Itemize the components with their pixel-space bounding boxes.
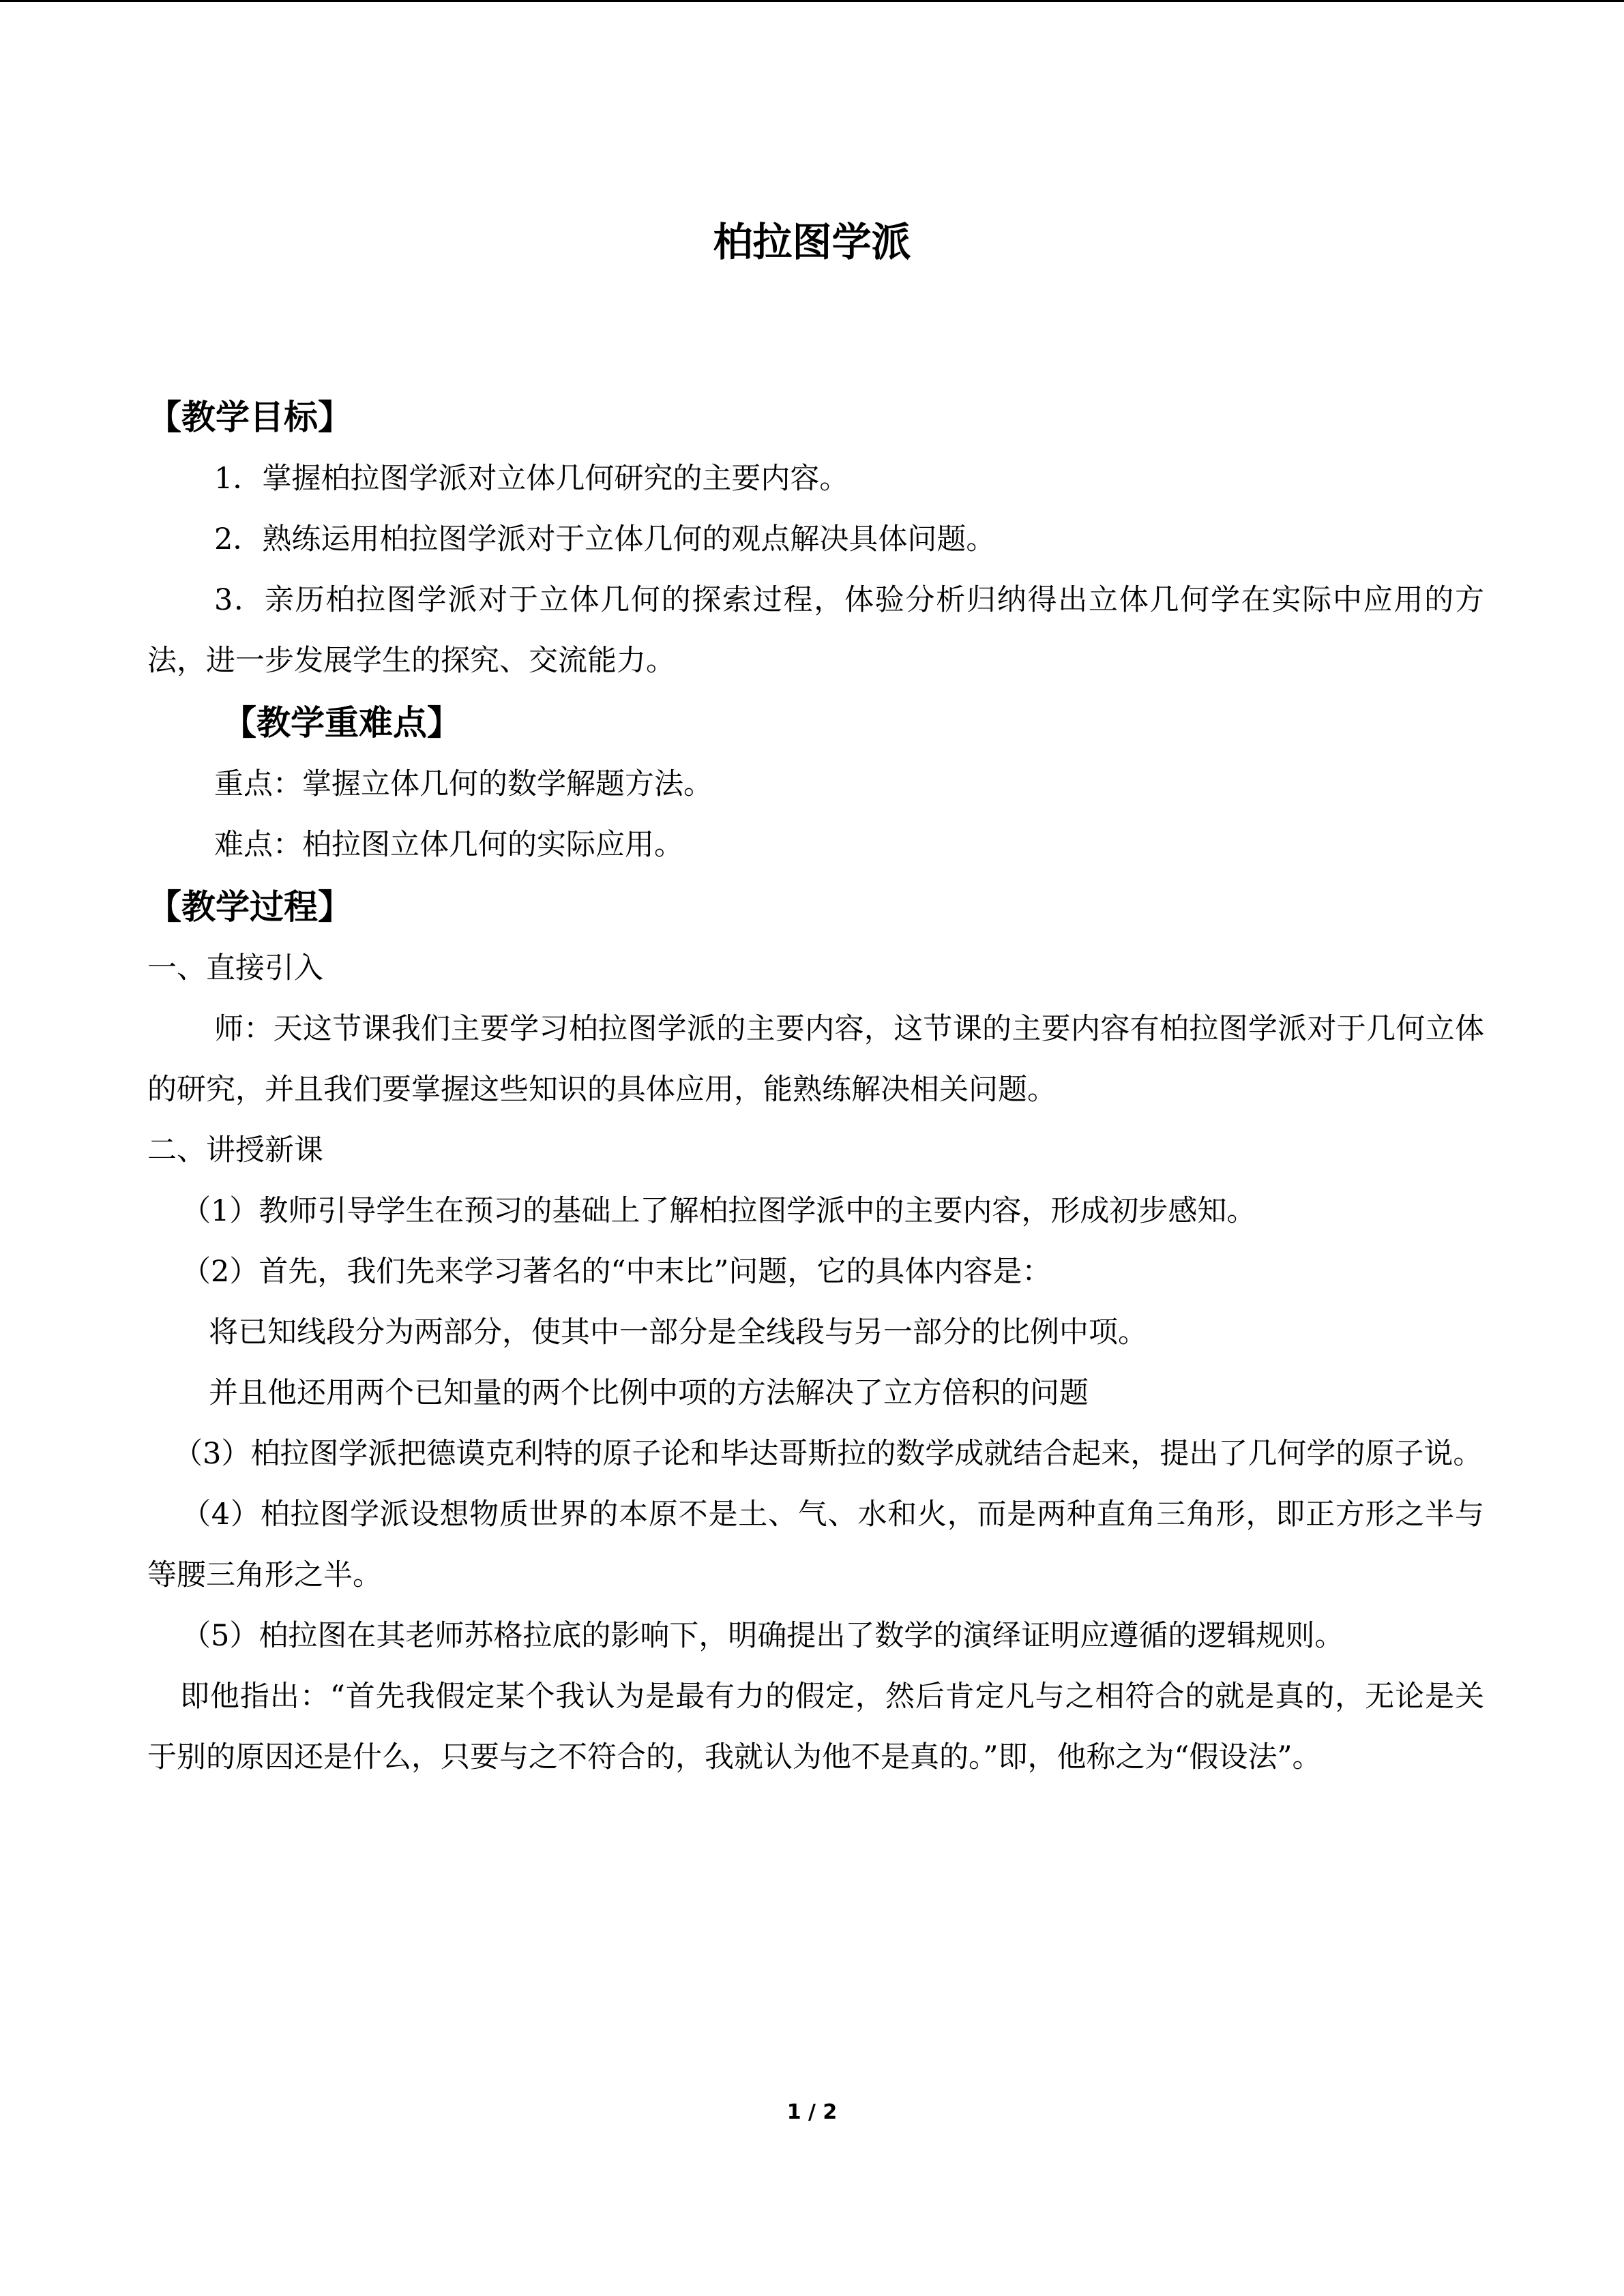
part2-title: 二、讲授新课 [147,1133,323,1167]
objective-item-2: 2．熟练运用柏拉图学派对于立体几何的观点解决具体问题。 [214,522,996,556]
lesson-point-2a: 将已知线段分为两部分，使其中一部分是全线段与另一部分的比例中项。 [209,1315,1147,1350]
key-point-difficulty: 难点：柏拉图立体几何的实际应用。 [214,828,683,862]
part1-text: 师：天这节课我们主要学习柏拉图学派的主要内容，这节课的主要内容有柏拉图学派对于几何立体的研究，并且我们要掌握这些知识的具体应用，能熟练解决相关问题。 [147,1012,1484,1107]
key-points-heading: 【教学重难点】 [222,703,461,743]
key-point-focus: 重点：掌握立体几何的数学解题方法。 [214,767,713,801]
objectives-heading: 【教学目标】 [147,398,352,437]
lesson-point-4: （4）柏拉图学派设想物质世界的本原不是土、气、水和火，而是两种直角三角形，即正方形之半与等腰三角形之半。 [147,1497,1484,1592]
lesson-point-1: （1）教师引导学生在预习的基础上了解柏拉图学派中的主要内容，形成初步感知。 [181,1194,1256,1228]
objective-item-3: 3．亲历柏拉图学派对于立体几何的探索过程，体验分析归纳得出立体几何学在实际中应用的方法，进一步发展学生的探究、交流能力。 [147,583,1484,678]
page-number: 1 / 2 [786,2100,838,2124]
page-title: 柏拉图学派 [713,219,911,265]
objective-item-1: 1．掌握柏拉图学派对立体几何研究的主要内容。 [214,462,849,496]
process-heading: 【教学过程】 [147,887,352,927]
top-border-line [0,0,1624,2]
lesson-point-5: （5）柏拉图在其老师苏格拉底的影响下，明确提出了数学的演绎证明应遵循的逻辑规则。 [181,1619,1344,1653]
document-body [147,386,1484,1788]
lesson-point-2b: 并且他还用两个已知量的两个比例中项的方法解决了立方倍积的问题 [209,1376,1089,1410]
lesson-point-2: （2）首先，我们先来学习著名的“中末比”问题，它的具体内容是： [181,1255,1052,1289]
lesson-point-3: （3）柏拉图学派把德谟克利特的原子论和毕达哥斯拉的数学成就结合起来，提出了几何学的原子说。 [173,1437,1483,1471]
lesson-point-6: 即他指出：“首先我假定某个我认为是最有力的假定，然后肯定凡与之相符合的就是真的，无论是关于别的原因还是什么，只要与之不符合的，我就认为他不是真的。”即，他称之为“假设法”。 [147,1680,1484,1774]
part1-title: 一、直接引入 [147,951,323,985]
